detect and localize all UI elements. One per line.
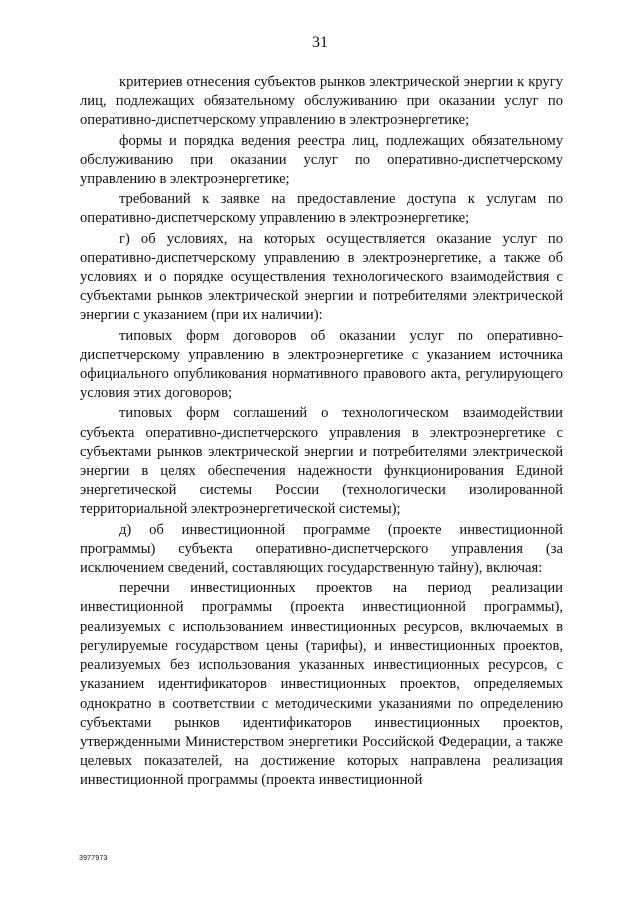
document-body (80, 73, 563, 791)
paragraph-item-d: д) об инвестиционной программе (проекте инвестиционной программы) субъекта оперативно-диспетчерского управления (за исключением сведений, составляющих государственную тайну), включая: (80, 521, 563, 577)
document-code: 3977973 (79, 855, 108, 862)
paragraph-item-g: г) об условиях, на которых осуществляется оказание услуг по оперативно-диспетчерскому управлению в электроэнергетике, а также об условиях и о порядке осуществления технологического взаимодействия с субъектами рынков электрической энергии и потребителями электрической энергии с указанием (при их наличии): (80, 230, 563, 324)
paragraph-project-lists: перечни инвестиционных проектов на период реализации инвестиционной программы (проекта инвестиционной программы), реализуемых с использованием инвестиционных ресурсов, включаемых в регулируемые государством цены (тарифы), и инвестиционных проектов, реализуемых без использования указанных инвестиционных ресурсов, с указанием идентификаторов инвестиционных проектов, определяемых однократно в соответствии с методическими указаниями по определению субъектами рынков идентификаторов инвестиционных проектов, утвержденными Министерством энергетики Российской Федерации, а также целевых показателей, на достижение которых направлена реализация инвестиционной программы (проекта инвестиционной (80, 580, 563, 789)
paragraph-registry-form: формы и порядка ведения реестра лиц, подлежащих обязательному обслуживанию при оказании услуг по оперативно-диспетчерскому управлению в электроэнергетике; (80, 132, 563, 188)
paragraph-criteria: критериев отнесения субъектов рынков электрической энергии к кругу лиц, подлежащих обязательному обслуживанию при оказании услуг по оперативно-диспетчерскому управлению в электроэнергетике; (80, 74, 563, 129)
paragraph-agreement-forms: типовых форм соглашений о технологическом взаимодействии субъекта оперативно-диспетчерского управления в электроэнергетике с субъектами рынков электрической энергии и потребителями электрической энергии в целях обеспечения надежности функционирования Единой энергетической системы России (технологически изолированной территориальной электроэнергетической системы); (80, 405, 563, 518)
paragraph-access-requirements: требований к заявке на предоставление доступа к услугам по оперативно-диспетчерскому управлению в электроэнергетике; (80, 191, 563, 227)
page-number: 31 (312, 34, 328, 51)
paragraph-contract-forms: типовых форм договоров об оказании услуг по оперативно-диспетчерскому управлению в электроэнергетике с указанием источника официального опубликования нормативного правового акта, регулирующего условия этих договоров; (80, 327, 563, 402)
